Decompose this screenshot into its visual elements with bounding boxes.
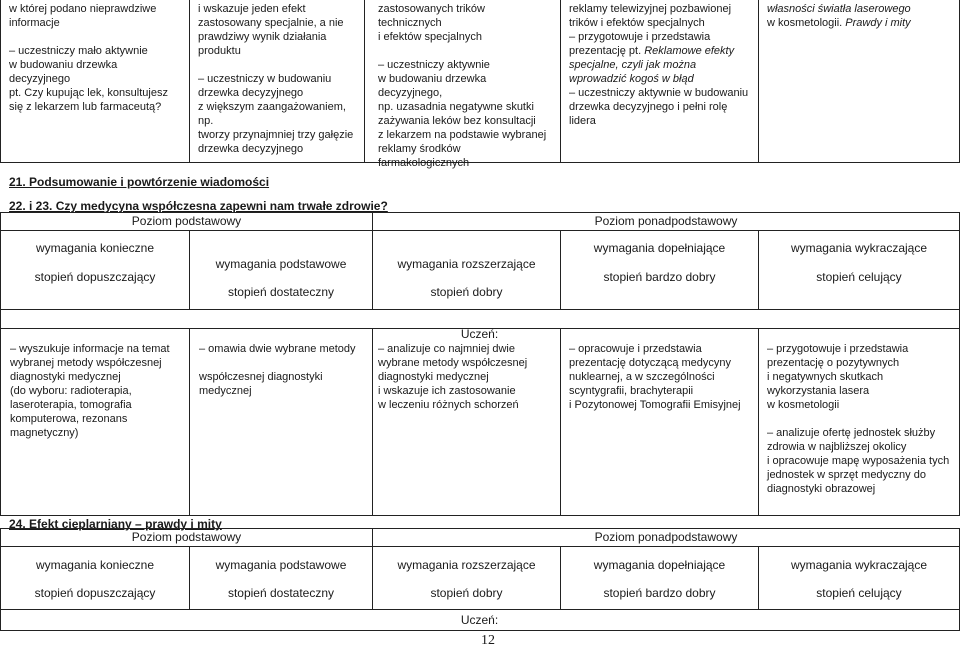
req-name-4: wymagania dopełniające bbox=[593, 241, 726, 255]
level-basic-header: Poziom podstawowy bbox=[0, 212, 373, 231]
top-cell-4-intro: reklamy telewizyjnej pozbawionej trików i efektów specjalnych – przygotowuje i przedstawia prezentację pt. bbox=[569, 3, 732, 57]
top-cell-4 bbox=[560, 0, 759, 163]
req2-name-2: wymagania podstawowe bbox=[215, 558, 347, 572]
req2-name-3: wymagania rozszerzające bbox=[397, 558, 536, 572]
level-basic-header-2: Poziom podstawowy bbox=[0, 528, 373, 547]
requirement2-col-2 bbox=[189, 546, 373, 610]
req2-grade-3: stopień dobry bbox=[430, 586, 503, 600]
requirement2-col-1 bbox=[0, 546, 190, 610]
student-row bbox=[0, 309, 960, 329]
req-grade-3: stopień dobry bbox=[430, 285, 503, 299]
req-grade-2: stopień dostateczny bbox=[227, 285, 335, 299]
level-advanced-header: Poziom ponadpodstawowy bbox=[372, 212, 960, 231]
req-grade-4: stopień bardzo dobry bbox=[603, 270, 716, 284]
req-grade-1: stopień dopuszczający bbox=[34, 270, 156, 284]
top-cell-5-line-2: w kosmetologii. bbox=[767, 17, 846, 29]
top-cell-5-line-1: własności światła laserowego bbox=[767, 3, 911, 15]
top-cell-3: zastosowanych trików technicznych i efektów specjalnych – uczestniczy aktywnie w budowaniu drzewka decyzyjnego, np. uzasadnia negatywne skutki zażywania leków bez konsultacji z lekarzem na podstawie wybranej reklamy środków farmakologicznych bbox=[364, 0, 561, 163]
top-cell-5-italic-part: Prawdy i mity bbox=[845, 17, 911, 29]
top-cell-5-text bbox=[767, 3, 911, 29]
req2-grade-4: stopień bardzo dobry bbox=[603, 586, 716, 600]
requirement2-col-4 bbox=[560, 546, 759, 610]
content-cell-5: – przygotowuje i przedstawia prezentację o pozytywnych i negatywnych skutkach wykorzystania lasera w kosmetologii – analizuje ofertę jednostek służby zdrowia w najbliższej okolicy i opracowuje mapę wyposażenia tych jednostek w sprzęt medyczny do diagnostyki obrazowej bbox=[758, 328, 960, 516]
top-cell-1: w której podano nieprawdziwe informacje – uczestniczy mało aktywnie w budowaniu drzewka decyzyjnego pt. Czy kupując lek, konsultujesz się z lekarzem lub farmaceutą? bbox=[0, 0, 190, 163]
requirement2-col-5 bbox=[758, 546, 960, 610]
req2-grade-1: stopień dopuszczający bbox=[34, 586, 156, 600]
top-cell-4-tail: – uczestniczy aktywnie w budowaniu drzewka decyzyjnego i pełni rolę lidera bbox=[569, 87, 749, 127]
section-21-heading: 21. Podsumowanie i powtórzenie wiadomości bbox=[9, 175, 270, 189]
req2-name-4: wymagania dopełniające bbox=[593, 558, 726, 572]
content-cell-2: – omawia dwie wybrane metody współczesnej diagnostyki medycznej bbox=[189, 328, 373, 516]
top-cell-5 bbox=[758, 0, 960, 163]
req-grade-5: stopień celujący bbox=[816, 270, 902, 284]
top-cell-4-title: Reklamowe efekty specjalne, czyli jak można wprowadzić kogoś w błąd bbox=[569, 45, 735, 85]
student-label: Uczeń: bbox=[460, 327, 499, 341]
req2-grade-2: stopień dostateczny bbox=[227, 586, 335, 600]
req2-name-1: wymagania konieczne bbox=[35, 558, 155, 572]
student-label-2: Uczeń: bbox=[460, 613, 499, 627]
top-cell-2: i wskazuje jeden efekt zastosowany specjalnie, a nie prawdziwy wynik działania produktu – uczestniczy w budowaniu drzewka decyzyjnego z większym zaangażowaniem, np. tworzy przynajmniej trzy gałęzie drzewka decyzyjnego bbox=[189, 0, 365, 163]
req-name-2: wymagania podstawowe bbox=[215, 257, 347, 271]
level-advanced-header-2: Poziom ponadpodstawowy bbox=[372, 528, 960, 547]
page-number: 12 bbox=[481, 633, 495, 648]
section-22-23-heading: 22. i 23. Czy medycyna współczesna zapewni nam trwałe zdrowie? bbox=[9, 199, 388, 213]
req-name-3: wymagania rozszerzające bbox=[397, 257, 536, 271]
req-name-1: wymagania konieczne bbox=[35, 241, 155, 255]
requirement2-col-3 bbox=[372, 546, 561, 610]
req2-grade-5: stopień celujący bbox=[816, 586, 902, 600]
req-name-5: wymagania wykraczające bbox=[790, 241, 928, 255]
content-cell-3: – analizuje co najmniej dwie wybrane metody współczesnej diagnostyki medycznej i wskazuje ich zastosowanie w leczeniu różnych schorzeń bbox=[372, 328, 561, 516]
req2-name-5: wymagania wykraczające bbox=[790, 558, 928, 572]
section-24-heading: 24. Efekt cieplarniany – prawdy i mity bbox=[9, 517, 222, 531]
content-cell-4: – opracowuje i przedstawia prezentację dotyczącą medycyny nuklearnej, a w szczególności scyntygrafii, brachyterapii i Pozytonowej Tomografii Emisyjnej bbox=[560, 328, 759, 516]
content-cell-1: – wyszukuje informacje na temat wybranej metody współczesnej diagnostyki medycznej (do wyboru: radioterapia, laseroterapia, tomografia komputerowa, rezonans magnetyczny) bbox=[0, 328, 190, 516]
